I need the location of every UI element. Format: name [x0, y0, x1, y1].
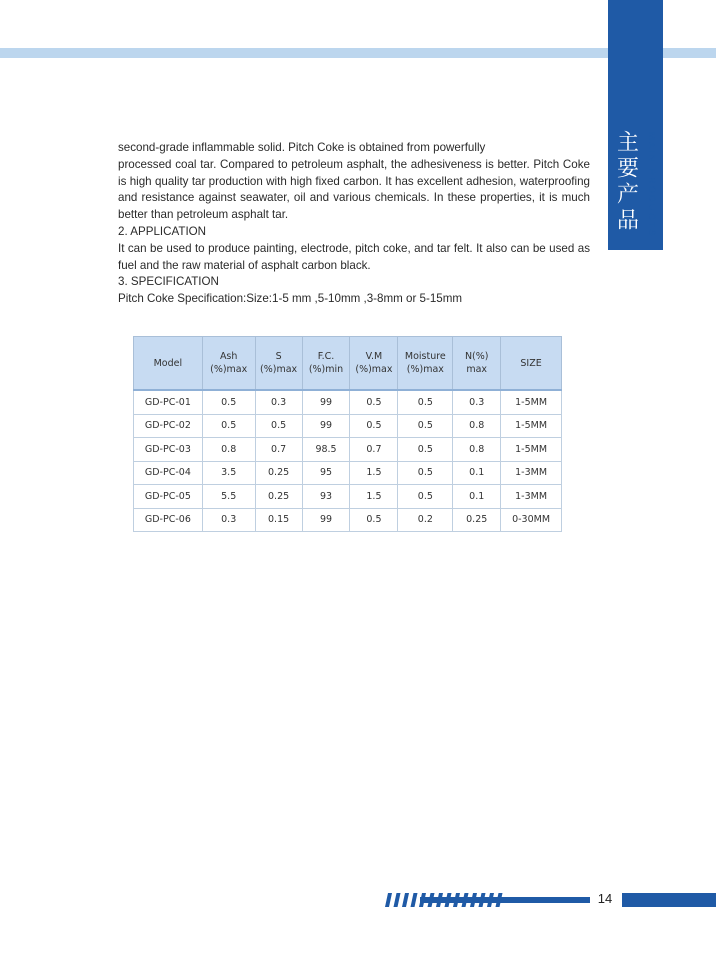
table-header-cell [501, 337, 562, 391]
table-cell: 0.1 [453, 461, 501, 485]
specification-heading: 3. SPECIFICATION [118, 275, 219, 289]
table-cell: 0.3 [202, 508, 255, 532]
table-cell: 0.1 [453, 485, 501, 509]
table-row [134, 414, 562, 438]
table-cell: 1-5MM [501, 414, 562, 438]
table-header-cell [202, 337, 255, 391]
specification-text: Pitch Coke Specification:Size:1-5 mm ,5-10mm ,3-8mm or 5-15mm [118, 292, 463, 306]
table-cell: 93 [302, 485, 350, 509]
header-line-2: (%)max [355, 364, 393, 375]
specification-table [133, 336, 562, 532]
paragraph-1-rest: processed coal tar. Compared to petroleum asphalt, the adhesiveness is better. Pitch Coke is high quality tar production with high fixed carbon. It has excellent adhesion, waterproofing and resistance against seawater, oil and various chemicals. In these properties, it is much better than petroleum asphalt tar. [118, 157, 590, 222]
page-number: 14 [597, 891, 613, 906]
table-cell: 0.5 [350, 414, 398, 438]
header-line-1: F.C. [317, 351, 335, 362]
table-row [134, 438, 562, 462]
table-cell: GD-PC-06 [134, 508, 203, 532]
table-cell: 5.5 [202, 485, 255, 509]
table-cell: 99 [302, 414, 350, 438]
header-line-1: V.M [365, 351, 383, 362]
table-cell: 1.5 [350, 485, 398, 509]
table-cell: 0.3 [255, 390, 302, 414]
table-cell: 0.7 [255, 438, 302, 462]
application-heading: 2. APPLICATION [118, 224, 207, 238]
header-line-1: Moisture [404, 351, 446, 362]
body-text [118, 140, 590, 308]
header-line-2: (%)min [308, 364, 344, 375]
header-line-1: N(%) [464, 351, 489, 362]
paragraph-1-line-1: second-grade inflammable solid. Pitch Coke is obtained from powerfully [118, 141, 486, 154]
table-cell: 0.5 [398, 390, 453, 414]
table-cell: 0.8 [453, 438, 501, 462]
header-line-2: (%)max [260, 364, 298, 375]
table-body [134, 390, 562, 532]
table-cell: 0.5 [202, 414, 255, 438]
application-text: It can be used to produce painting, electrode, pitch coke, and tar felt. It also can be used as fuel and the raw material of asphalt carbon black. [118, 241, 590, 272]
header-line-2: (%)max [406, 364, 444, 375]
table-row [134, 390, 562, 414]
table-cell: 0.5 [398, 438, 453, 462]
table-cell: 1.5 [350, 461, 398, 485]
table-header-cell [302, 337, 350, 391]
table-cell: 0.5 [398, 414, 453, 438]
table-cell: 99 [302, 508, 350, 532]
table-cell: 3.5 [202, 461, 255, 485]
table-row [134, 508, 562, 532]
header-line-1: S [275, 351, 282, 362]
table-header-cell [134, 337, 203, 391]
table-cell: GD-PC-05 [134, 485, 203, 509]
table-cell: 0.5 [255, 414, 302, 438]
table-row [134, 461, 562, 485]
header-line-1: Ash [219, 351, 238, 362]
header-line-2: (%)max [210, 364, 248, 375]
table-cell: 0.5 [398, 485, 453, 509]
table-cell: 0.5 [350, 508, 398, 532]
table-cell: GD-PC-03 [134, 438, 203, 462]
table-cell: 0.2 [398, 508, 453, 532]
table-header-cell [453, 337, 501, 391]
table-cell: 0.25 [453, 508, 501, 532]
table-header-cell [255, 337, 302, 391]
table-cell: 0.7 [350, 438, 398, 462]
table-cell: 0.25 [255, 461, 302, 485]
header-line-1: SIZE [520, 357, 542, 369]
footer-right-bar [622, 893, 716, 907]
table-cell: 99 [302, 390, 350, 414]
table-cell: 0.5 [398, 461, 453, 485]
header-line-1: Model [153, 357, 183, 369]
table-cell: 0-30MM [501, 508, 562, 532]
table-cell: 98.5 [302, 438, 350, 462]
table-cell: 1-3MM [501, 485, 562, 509]
table-cell: 0.3 [453, 390, 501, 414]
table-cell: 1-5MM [501, 438, 562, 462]
table-cell: GD-PC-04 [134, 461, 203, 485]
table-cell: 0.5 [202, 390, 255, 414]
table-cell: GD-PC-02 [134, 414, 203, 438]
table-cell: 1-3MM [501, 461, 562, 485]
table-cell: 95 [302, 461, 350, 485]
table-header-row [134, 337, 562, 391]
footer-bar [420, 897, 590, 903]
side-english-title: MAIN PRODUCTS [646, 132, 657, 238]
side-chinese-title: 主要产品 [613, 130, 639, 234]
table-cell: 0.25 [255, 485, 302, 509]
table-header-cell [350, 337, 398, 391]
header-line-2: max [466, 364, 488, 375]
table-row [134, 485, 562, 509]
table-cell: 1-5MM [501, 390, 562, 414]
table-cell: GD-PC-01 [134, 390, 203, 414]
table-cell: 0.15 [255, 508, 302, 532]
table-header-cell [398, 337, 453, 391]
table-cell: 0.5 [350, 390, 398, 414]
table-cell: 0.8 [453, 414, 501, 438]
table-cell: 0.8 [202, 438, 255, 462]
